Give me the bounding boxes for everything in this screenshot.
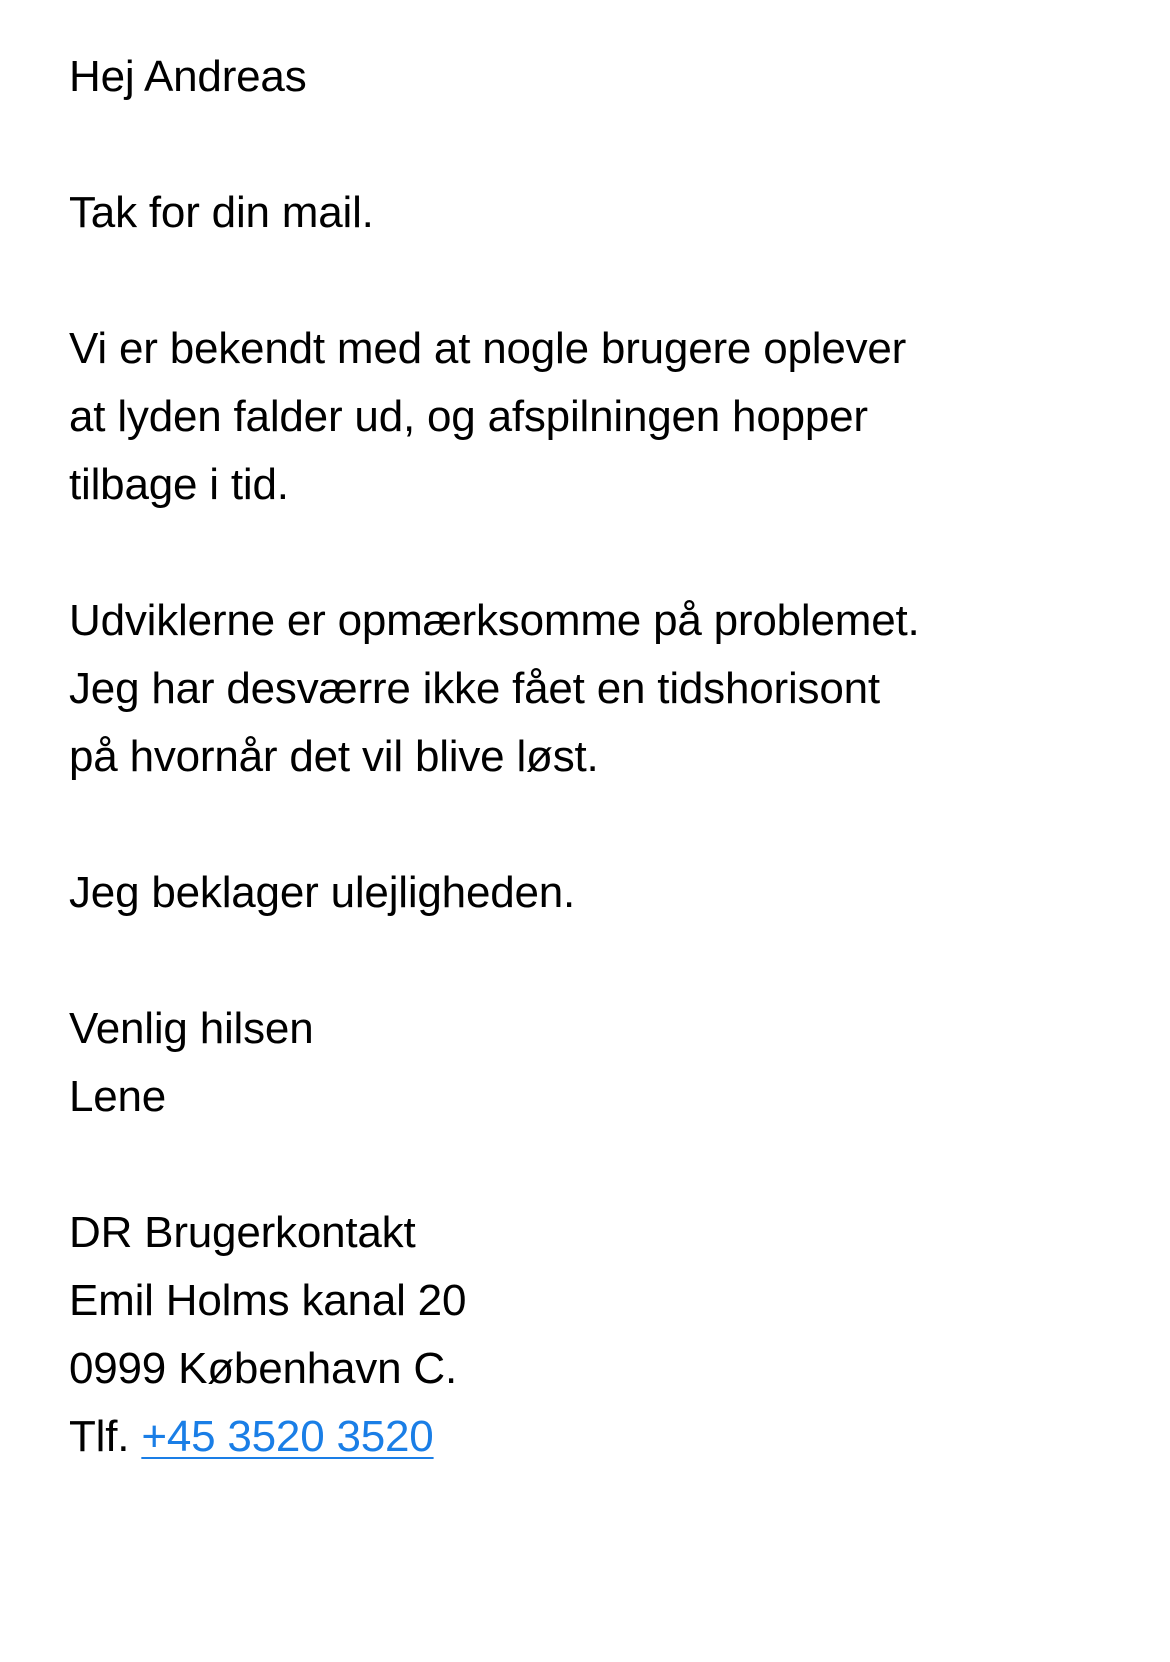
issue-line: Vi er bekendt med at nogle brugere oplever <box>69 324 907 373</box>
issue-line: at lyden falder ud, og afspilningen hopper <box>69 392 868 441</box>
thanks-paragraph <box>69 179 1129 247</box>
closing-text: Venlig hilsen <box>69 1004 314 1053</box>
phone-line <box>69 1403 1129 1471</box>
contact-block <box>69 1199 1129 1471</box>
city-address: 0999 København C. <box>69 1344 457 1393</box>
signoff-paragraph <box>69 995 1129 1131</box>
developers-line: Jeg har desværre ikke fået en tidshorisont <box>69 664 880 713</box>
issue-line: tilbage i tid. <box>69 460 289 509</box>
phone-label: Tlf. <box>69 1412 142 1461</box>
developers-line: Udviklerne er opmærksomme på problemet. <box>69 596 920 645</box>
sender-name: Lene <box>69 1072 167 1121</box>
organization-name: DR Brugerkontakt <box>69 1208 416 1257</box>
developers-paragraph <box>69 587 1129 791</box>
email-body <box>69 43 1129 1539</box>
developers-line: på hvornår det vil blive løst. <box>69 732 599 781</box>
apology-text: Jeg beklager ulejligheden. <box>69 868 576 917</box>
issue-paragraph <box>69 315 1129 519</box>
thanks-text: Tak for din mail. <box>69 188 374 237</box>
greeting-paragraph <box>69 43 1129 111</box>
phone-link[interactable]: +45 3520 3520 <box>141 1412 434 1461</box>
greeting: Hej Andreas <box>69 52 307 101</box>
street-address: Emil Holms kanal 20 <box>69 1276 467 1325</box>
apology-paragraph <box>69 859 1129 927</box>
